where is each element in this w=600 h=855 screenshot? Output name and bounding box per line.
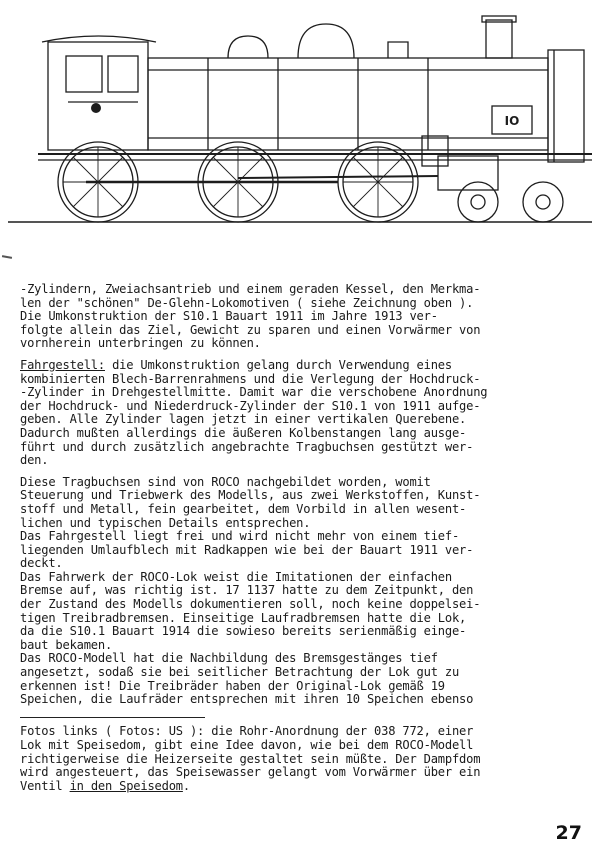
paragraph-fahrgestell [20, 359, 580, 468]
caption-line: richtigerweise die Heizerseite gestaltet sein müßte. Der Dampfdom [20, 751, 481, 766]
page-number: 27 [555, 822, 582, 844]
text-line: baut bekamen. [20, 637, 113, 652]
paragraph-intro [20, 283, 580, 351]
text-line: Speichen, die Laufräder entsprechen mit ihren 10 Speichen ebenso [20, 692, 474, 707]
text-line: führt und durch zusätzlich angebrachte Tragbuchsen gestützt wer- [20, 439, 474, 454]
text-line [20, 359, 580, 373]
text-line: Bremse auf, was richtig ist. 17 1137 hatte zu dem Zeitpunkt, den [20, 583, 474, 598]
photo-caption [20, 725, 580, 794]
caption-underlined-phrase: in den Speisedom [69, 779, 183, 794]
text-line: erkennen ist! Die Treibräder haben der Original-Lok gemäß 19 [20, 678, 445, 693]
caption-line-end: . [182, 779, 190, 794]
locomotive-line-art [8, 6, 592, 224]
article-body [20, 283, 580, 707]
footnote-separator [20, 717, 205, 718]
caption-line: Lok mit Speisedom, gibt eine Idee davon, wie bei dem ROCO-Modell [20, 737, 474, 752]
text-line: vornherein unterbringen zu können. [20, 336, 261, 351]
text-line: Das Fahrgestell liegt frei und wird nicht mehr von einem tief- [20, 529, 460, 544]
caption-paragraph [20, 725, 580, 794]
text-line: der Zustand des Modells dokumentieren soll, noch keine doppelsei- [20, 597, 481, 612]
text-line-rest: die Umkonstruktion gelang durch Verwendung eines [104, 357, 452, 372]
paragraph-tragbuchsen [20, 476, 580, 707]
section-heading: Fahrgestell: [20, 357, 105, 372]
text-line: tigen Treibradbremsen. Einseitige Laufradbremsen hatte die Lok, [20, 610, 467, 625]
text-line: da die S10.1 Bauart 1914 die sowieso bereits serienmäßig einge- [20, 624, 467, 639]
text-line: Die Umkonstruktion der S10.1 Bauart 1911 im Jahre 1913 ver- [20, 309, 438, 324]
text-line: folgte allein das Ziel, Gewicht zu sparen und einen Vorwärmer von [20, 322, 481, 337]
text-line: -Zylindern, Zweiachsantrieb und einem geraden Kessel, den Merkma- [20, 282, 481, 296]
text-line: Steuerung und Triebwerk des Modells, aus zwei Werkstoffen, Kunst- [20, 488, 481, 503]
text-line: kombinierten Blech-Barrenrahmens und die Verlegung der Hochdruck- [20, 371, 481, 386]
locomotive-drawing [8, 6, 592, 224]
text-line: liegenden Umlaufblech mit Radkappen wie bei der Bauart 1911 ver- [20, 542, 474, 557]
text-line: lichen und typischen Details entsprechen. [20, 515, 311, 530]
text-line: Diese Tragbuchsen sind von ROCO nachgebildet worden, womit [20, 474, 431, 489]
caption-line [20, 780, 580, 794]
caption-line-start: Ventil [20, 779, 70, 794]
smoke-box-plate-label: IO [504, 114, 520, 128]
caption-line: Fotos links ( Fotos: US ): die Rohr-Anordnung der 038 772, einer [20, 724, 474, 738]
text-line: Dadurch mußten allerdings die äußeren Kolbenstangen lang ausge- [20, 425, 467, 440]
text-line: geben. Alle Zylinder lagen jetzt in einer vertikalen Querebene. [20, 412, 467, 427]
text-line: der Hochdruck- und Niederdruck-Zylinder der S10.1 von 1911 aufge- [20, 398, 481, 413]
text-line: deckt. [20, 556, 63, 571]
text-line: -Zylinder in Drehgestellmitte. Damit war die verschobene Anordnung [20, 385, 488, 400]
caption-line: wird angesteuert, das Speisewasser gelangt vom Vorwärmer über ein [20, 765, 481, 780]
scan-mark [2, 255, 12, 259]
text-line: len der "schönen" De-Glehn-Lokomotiven ( siehe Zeichnung oben ). [20, 295, 474, 310]
text-line: stoff und Metall, fein gearbeitet, dem Vorbild in allen wesent- [20, 501, 467, 516]
text-line: den. [20, 453, 49, 468]
text-line: Das ROCO-Modell hat die Nachbildung des Bremsgestänges tief [20, 651, 438, 666]
text-line: Das Fahrwerk der ROCO-Lok weist die Imitationen der einfachen [20, 569, 452, 584]
text-line: angesetzt, sodaß sie bei seitlicher Betrachtung der Lok gut zu [20, 665, 460, 680]
